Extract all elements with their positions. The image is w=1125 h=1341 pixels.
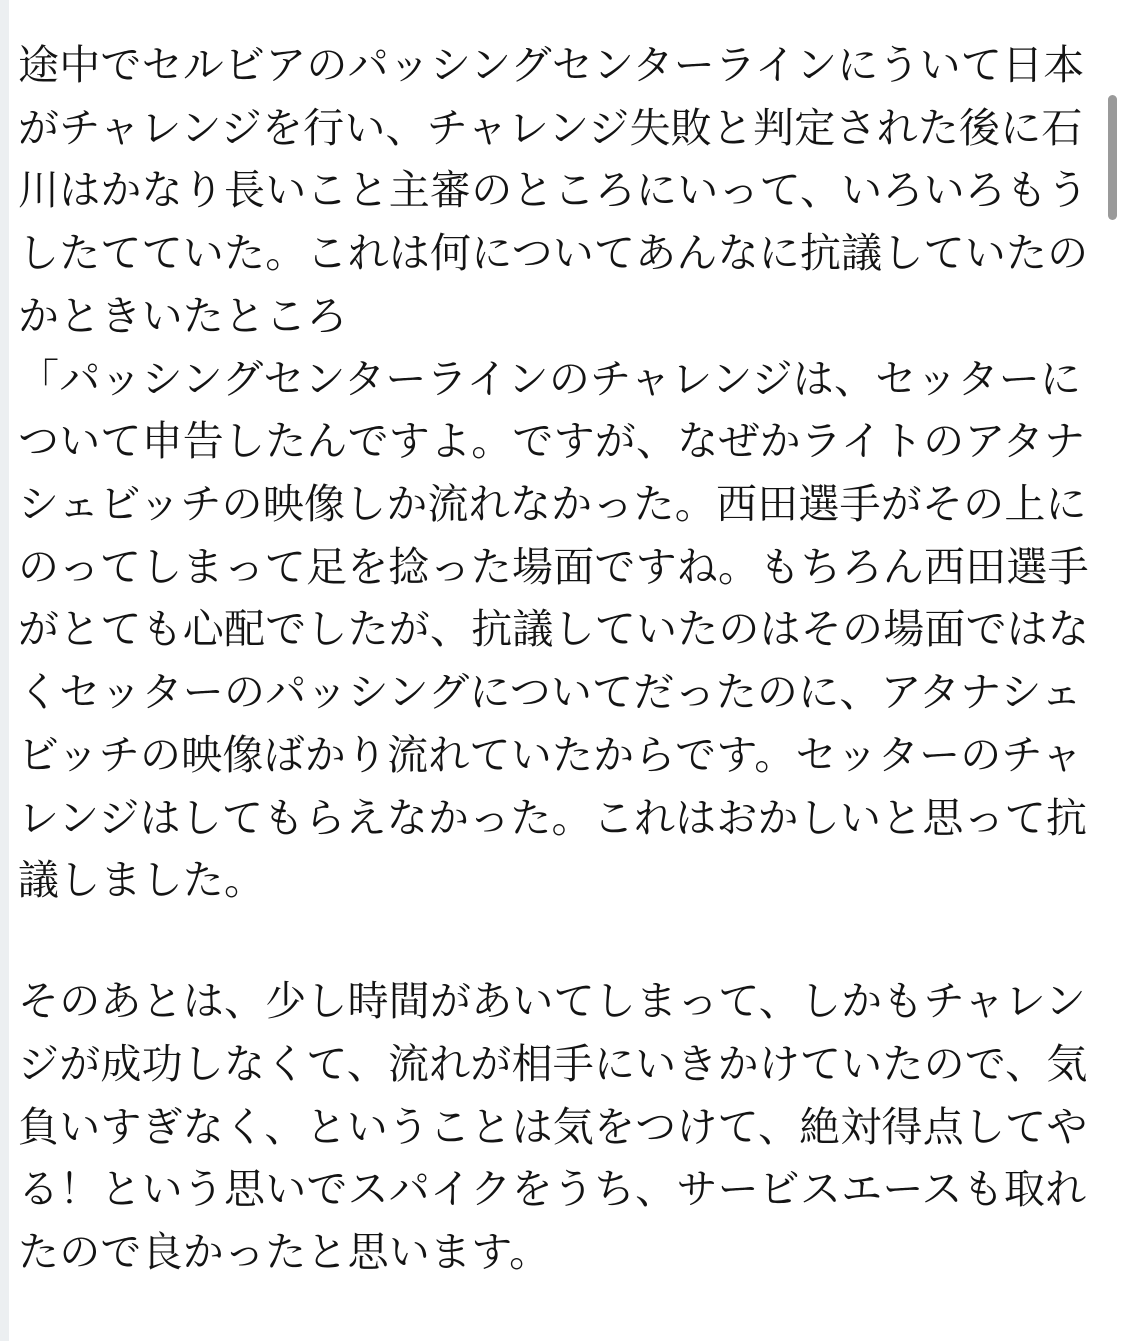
paragraph-1: 途中でセルビアのパッシングセンターラインにういて日本がチャレンジを行い、チャレンジ失敗と判定された後に石川はかなり長いこと主審のところにいって、いろいろもうしたてていた。これは何についてあんなに抗議していたのかときいたところ bbox=[18, 41, 1089, 340]
scrollbar-track[interactable] bbox=[1112, 0, 1121, 1341]
paragraph-2: 「パッシングセンターラインのチャレンジは、セッターについて申告したんですよ。ですが、なぜかライトのアタナシェビッチの映像しか流れなかった。西田選手がその上にのってしまって足を捻った場面ですね。もちろん西田選手がとても心配でしたが、抗議していたのはその場面ではなくセッターのパッシングについてだったのに、アタナシェビッチの映像ばかり流れていたからです。セッターのチャレンジはしてもらえなかった。これはおかしいと思って抗議しました。 bbox=[18, 354, 1090, 905]
paragraph-3: そのあとは、少し時間があいてしまって、しかもチャレンジが成功しなくて、流れが相手にいきかけていたので、気負いすぎなく、ということは気をつけて、絶対得点してやる！という思いでスパイクをうち、サービスエースも取れたので良かったと思います。 bbox=[18, 977, 1088, 1276]
scrollbar-thumb[interactable] bbox=[1108, 95, 1117, 220]
